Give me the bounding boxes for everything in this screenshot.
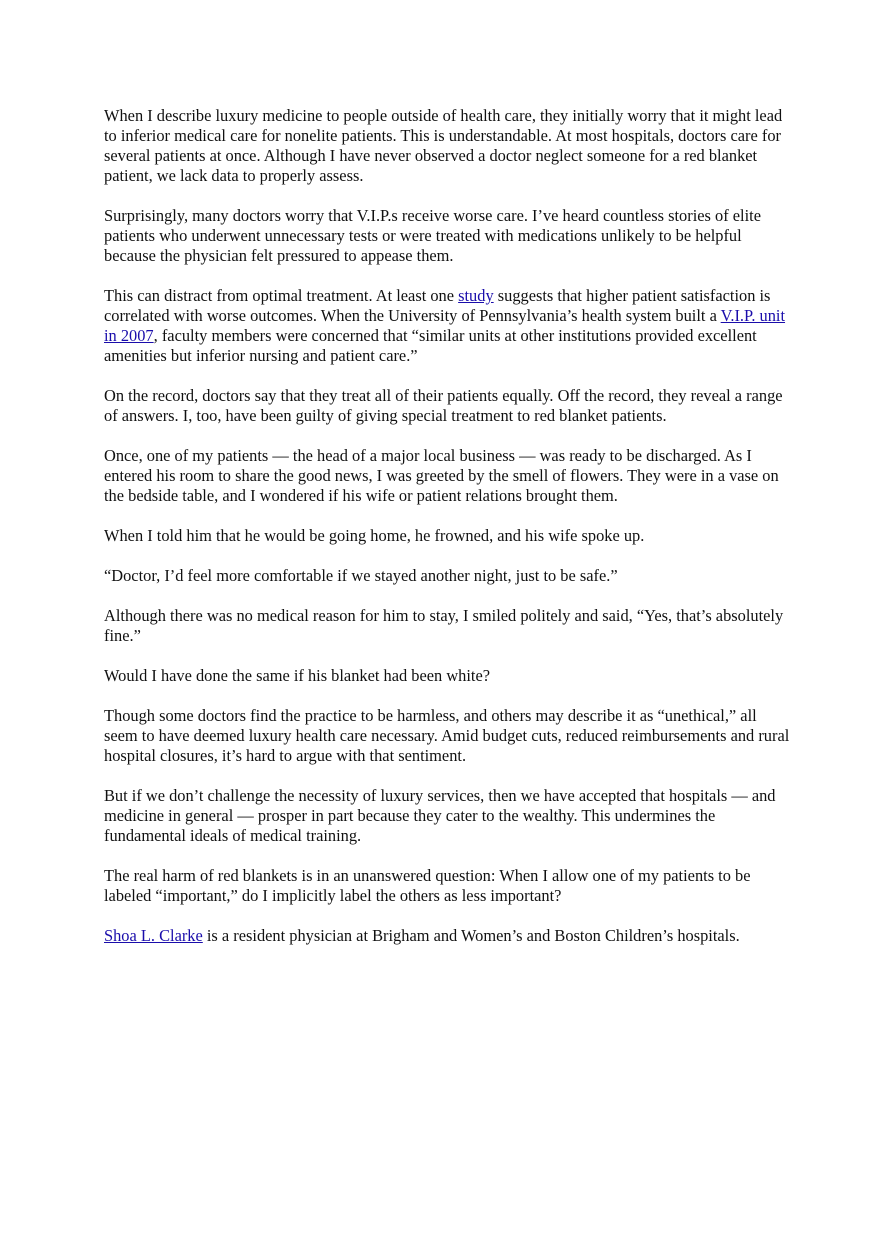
paragraph: Once, one of my patients — the head of a major local business — was ready to be discharged. As I entered his room to share the good news, I was greeted by the smell of flowers. They were in a vase on the bedside table, and I wondered if his wife or patient relations brought them. <box>104 446 779 505</box>
paragraph-text: This can distract from optimal treatment. At least one <box>104 286 459 305</box>
paragraph: The real harm of red blankets is in an unanswered question: When I allow one of my patients to be labeled “important,” do I implicitly label the others as less important? <box>104 866 751 905</box>
paragraph <box>104 286 794 366</box>
paragraph: “Doctor, I’d feel more comfortable if we stayed another night, just to be safe.” <box>104 566 618 585</box>
author-link[interactable]: Shoa L. Clarke <box>104 926 203 945</box>
vip-unit-link[interactable]: V.I.P. unit in 2007 <box>104 306 786 345</box>
author-bio-text: is a resident physician at Brigham and Women’s and Boston Children’s hospitals. <box>202 926 740 945</box>
paragraph: Although there was no medical reason for him to stay, I smiled politely and said, “Yes, that’s absolutely fine.” <box>104 606 784 645</box>
author-bio <box>104 926 794 946</box>
paragraph: Surprisingly, many doctors worry that V.I.P.s receive worse care. I’ve heard countless stories of elite patients who underwent unnecessary tests or were treated with medications unlikely to be helpful because the physician felt pressured to appease them. <box>104 206 761 265</box>
paragraph-text: suggests that higher patient satisfaction is correlated with worse outcomes. When the University of Pennsylvania’s health system built a <box>104 286 771 325</box>
paragraph-text: , faculty members were concerned that “similar units at other institutions provided excellent amenities but inferior nursing and patient care.” <box>104 326 757 365</box>
paragraph: But if we don’t challenge the necessity of luxury services, then we have accepted that hospitals — and medicine in general — prosper in part because they cater to the wealthy. This undermines the fundamental ideals of medical training. <box>104 786 776 845</box>
paragraph: On the record, doctors say that they treat all of their patients equally. Off the record, they reveal a range of answers. I, too, have been guilty of giving special treatment to red blanket patients. <box>104 386 783 425</box>
article-body <box>104 106 794 966</box>
paragraph: When I told him that he would be going home, he frowned, and his wife spoke up. <box>104 526 645 545</box>
paragraph: Would I have done the same if his blanket had been white? <box>104 666 491 685</box>
paragraph: Though some doctors find the practice to be harmless, and others may describe it as “unethical,” all seem to have deemed luxury health care necessary. Amid budget cuts, reduced reimbursements and rural hospital closures, it’s hard to argue with that sentiment. <box>104 706 790 765</box>
study-link[interactable]: study <box>458 286 494 305</box>
paragraph: When I describe luxury medicine to people outside of health care, they initially worry that it might lead to inferior medical care for nonelite patients. This is understandable. At most hospitals, doctors care for several patients at once. Although I have never observed a doctor neglect someone for a red blanket patient, we lack data to properly assess. <box>104 106 783 185</box>
